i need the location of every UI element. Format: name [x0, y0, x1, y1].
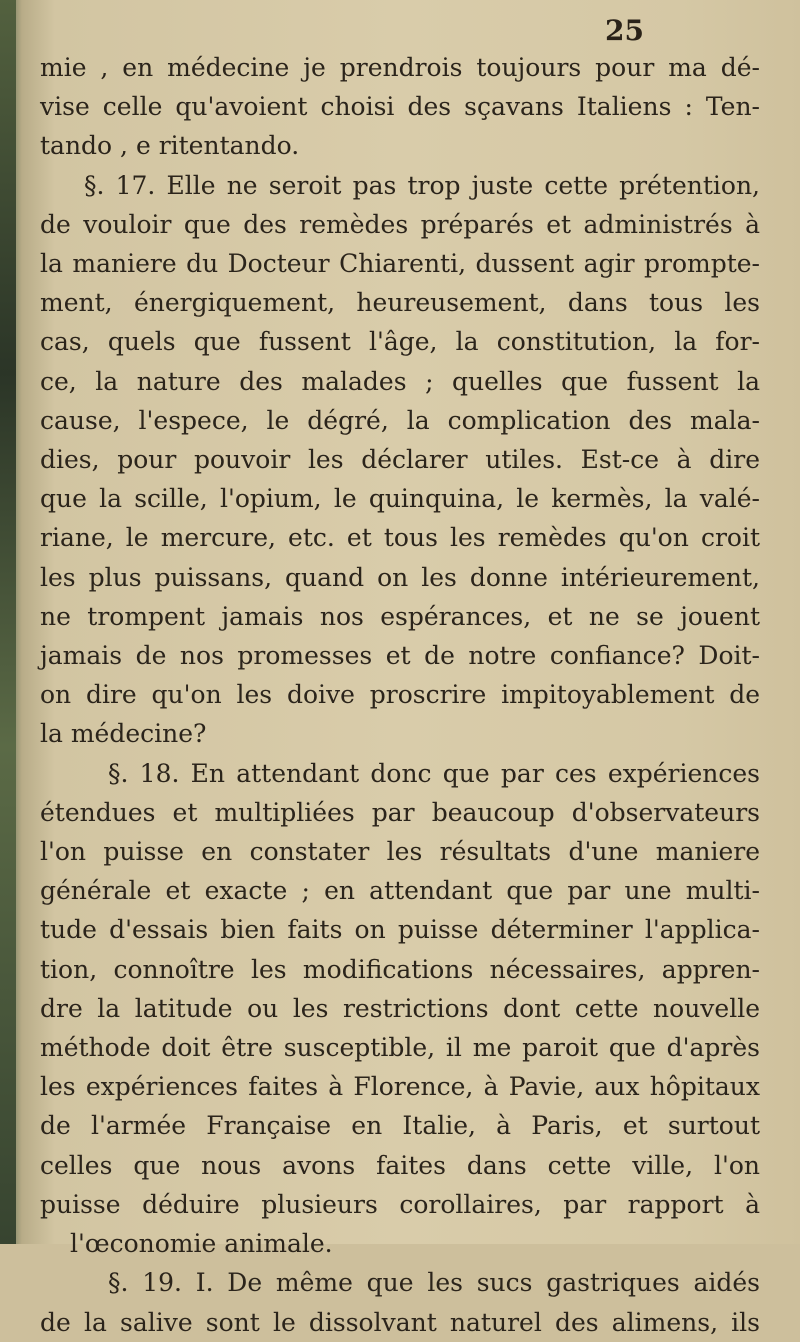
- text-line: que la scille, l'opium, le quinquina, le kermès, la valé-: [40, 484, 760, 514]
- text-line: générale et exacte ; en attendant que par une multi-: [40, 876, 760, 906]
- text-line: l'œconomie animale.: [70, 1229, 333, 1259]
- text-line: tion, connoître les modifications nécessaires, appren-: [40, 954, 760, 984]
- text-line: les plus puissans, quand on les donne intérieurement,: [40, 562, 760, 592]
- binding-edge: [0, 0, 16, 1244]
- text-line: cause, l'espece, le dégré, la complication des mala-: [40, 405, 760, 435]
- text-line: les expériences faites à Florence, à Pavie, aux hôpitaux: [40, 1072, 760, 1102]
- text-line: on dire qu'on les doive proscrire impitoyablement de: [40, 680, 760, 710]
- text-line: ce, la nature des malades ; quelles que fussent la: [40, 366, 760, 396]
- text-line: ne trompent jamais nos espérances, et ne se jouent: [40, 601, 760, 631]
- text-line: riane, le mercure, etc. et tous les remèdes qu'on croit: [40, 523, 760, 553]
- paragraph-18-start: §. 18. En attendant donc que par ces expériences: [108, 758, 760, 788]
- text-line: de l'armée Française en Italie, à Paris, et surtout: [40, 1111, 760, 1141]
- text-line: dre la latitude ou les restrictions dont cette nouvelle: [40, 993, 760, 1023]
- text-line: la médecine?: [40, 719, 207, 749]
- body-text: [40, 48, 760, 1342]
- text-line: étendues et multipliées par beaucoup d'observateurs: [40, 797, 760, 827]
- text-line: tando , e ritentando.: [40, 131, 300, 161]
- text-line: ment, énergiquement, heureusement, dans tous les: [40, 288, 760, 318]
- page-number: 25: [605, 14, 644, 47]
- text-line: tude d'essais bien faits on puisse déterminer l'applica-: [40, 915, 760, 945]
- text-line: méthode doit être susceptible, il me paroit que d'après: [40, 1033, 760, 1063]
- text-line: vise celle qu'avoient choisi des sçavans Italiens : Ten-: [40, 92, 760, 122]
- text-line: celles que nous avons faites dans cette ville, l'on: [40, 1150, 760, 1180]
- text-line: jamais de nos promesses et de notre confiance? Doit-: [40, 641, 760, 671]
- text-line: puisse déduire plusieurs corollaires, par rapport à: [40, 1189, 760, 1219]
- paragraph-17-start: §. 17. Elle ne seroit pas trop juste cette prétention,: [84, 170, 760, 200]
- text-line: la maniere du Docteur Chiarenti, dussent agir prompte-: [40, 249, 760, 279]
- text-line: de la salive sont le dissolvant naturel des alimens, ils: [40, 1307, 760, 1337]
- text-line: cas, quels que fussent l'âge, la constitution, la for-: [40, 327, 760, 357]
- text-line: l'on puisse en constater les résultats d'une maniere: [40, 837, 760, 867]
- paragraph-19-start: §. 19. I. De même que les sucs gastriques aidés: [108, 1268, 760, 1298]
- text-line: mie , en médecine je prendrois toujours pour ma dé-: [40, 53, 760, 82]
- text-line: de vouloir que des remèdes préparés et administrés à: [40, 209, 760, 239]
- text-line: dies, pour pouvoir les déclarer utiles. Est-ce à dire: [40, 445, 760, 475]
